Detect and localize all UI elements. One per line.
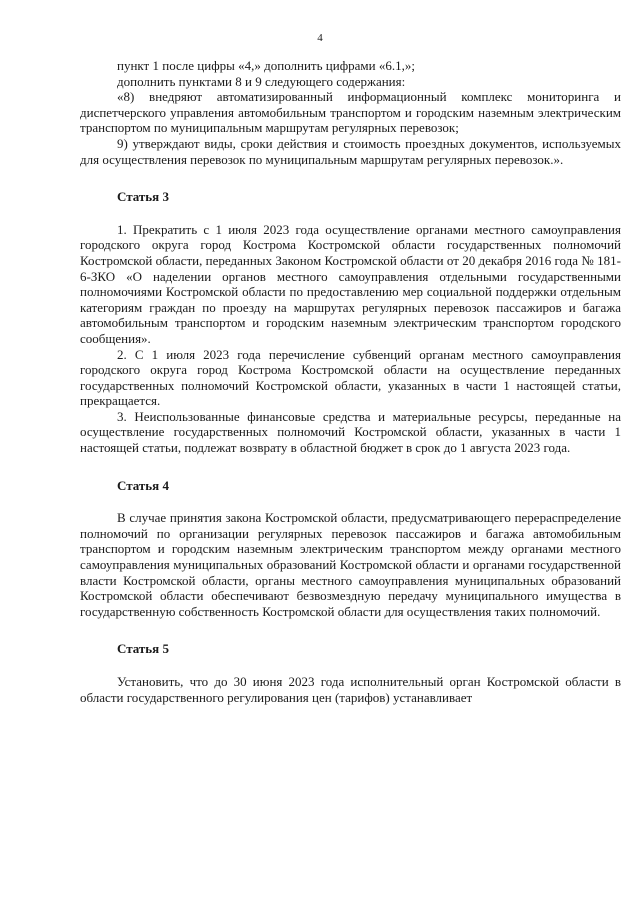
article-3-paragraph-1: 1. Прекратить с 1 июля 2023 года осуществление органами местного самоуправления городского округа город Кострома Костромской области государственных полномочий Костромской области, переданных Законом Костромской области от 20 декабря 2016 года № 181-6-ЗКО «О наделении органов местного самоуправления отдельными государственными полномочиями Костромской области по предоставлению мер социальной поддержки отдельным категориям граждан по проезду на маршрутах регулярных перевозок пассажиров и багажа автомобильным транспортом и городским наземным электрическим транспортом городского сообщения». [80,221,621,346]
intro-item-8: «8) внедряют автоматизированный информационный комплекс мониторинга и диспетчерского управления автомобильным транспортом и городским наземным электрическим транспортом по муниципальным маршрутам регулярных перевозок; [80,89,621,136]
intro-line-1: пункт 1 после цифры «4,» дополнить цифрами «6.1,»; [117,58,415,73]
article-3-paragraph-3: 3. Неиспользованные финансовые средства и материальные ресурсы, переданные на осуществление государственных полномочий Костромской области, указанных в части 1 настоящей статьи, подлежат возврату в областной бюджет в срок до 1 августа 2023 года. [80,408,621,456]
article-4-paragraph-1: В случае принятия закона Костромской области, предусматривающего перераспределение полномочий по организации регулярных перевозок пассажиров и багажа автомобильным транспортом и городским наземным электрическим транспортом между органами местного самоуправления муниципальных образований Костромской области и органами государственной власти Костромской области, органы местного самоуправления муниципальных образований Костромской области обеспечивают безвозмездную передачу муниципального имущества в государственную собственность Костромской области для осуществления таких полномочий. [80,510,621,619]
article-5-title: Статья 5 [117,641,169,657]
intro-item-9: 9) утверждают виды, сроки действия и стоимость проездных документов, используемых для осуществления перевозок по муниципальным маршрутам регулярных перевозок.». [80,135,621,167]
article-3-title: Статья 3 [117,189,169,205]
intro-line-2: дополнить пунктами 8 и 9 следующего содержания: [117,73,406,89]
page-number: 4 [317,32,323,44]
article-3-paragraph-2: 2. С 1 июля 2023 года перечисление субвенций органам местного самоуправления городского округа город Кострома Костромской области на осуществление переданных государственных полномочий Костромской области, указанных в части 1 настоящей статьи, прекращается. [80,346,621,409]
document-body [80,58,621,705]
article-4-title: Статья 4 [117,477,169,493]
article-5-paragraph-1: Установить, что до 30 июня 2023 года исполнительный орган Костромской области в области государственного регулирования цен (тарифов) устанавливает [80,674,621,705]
